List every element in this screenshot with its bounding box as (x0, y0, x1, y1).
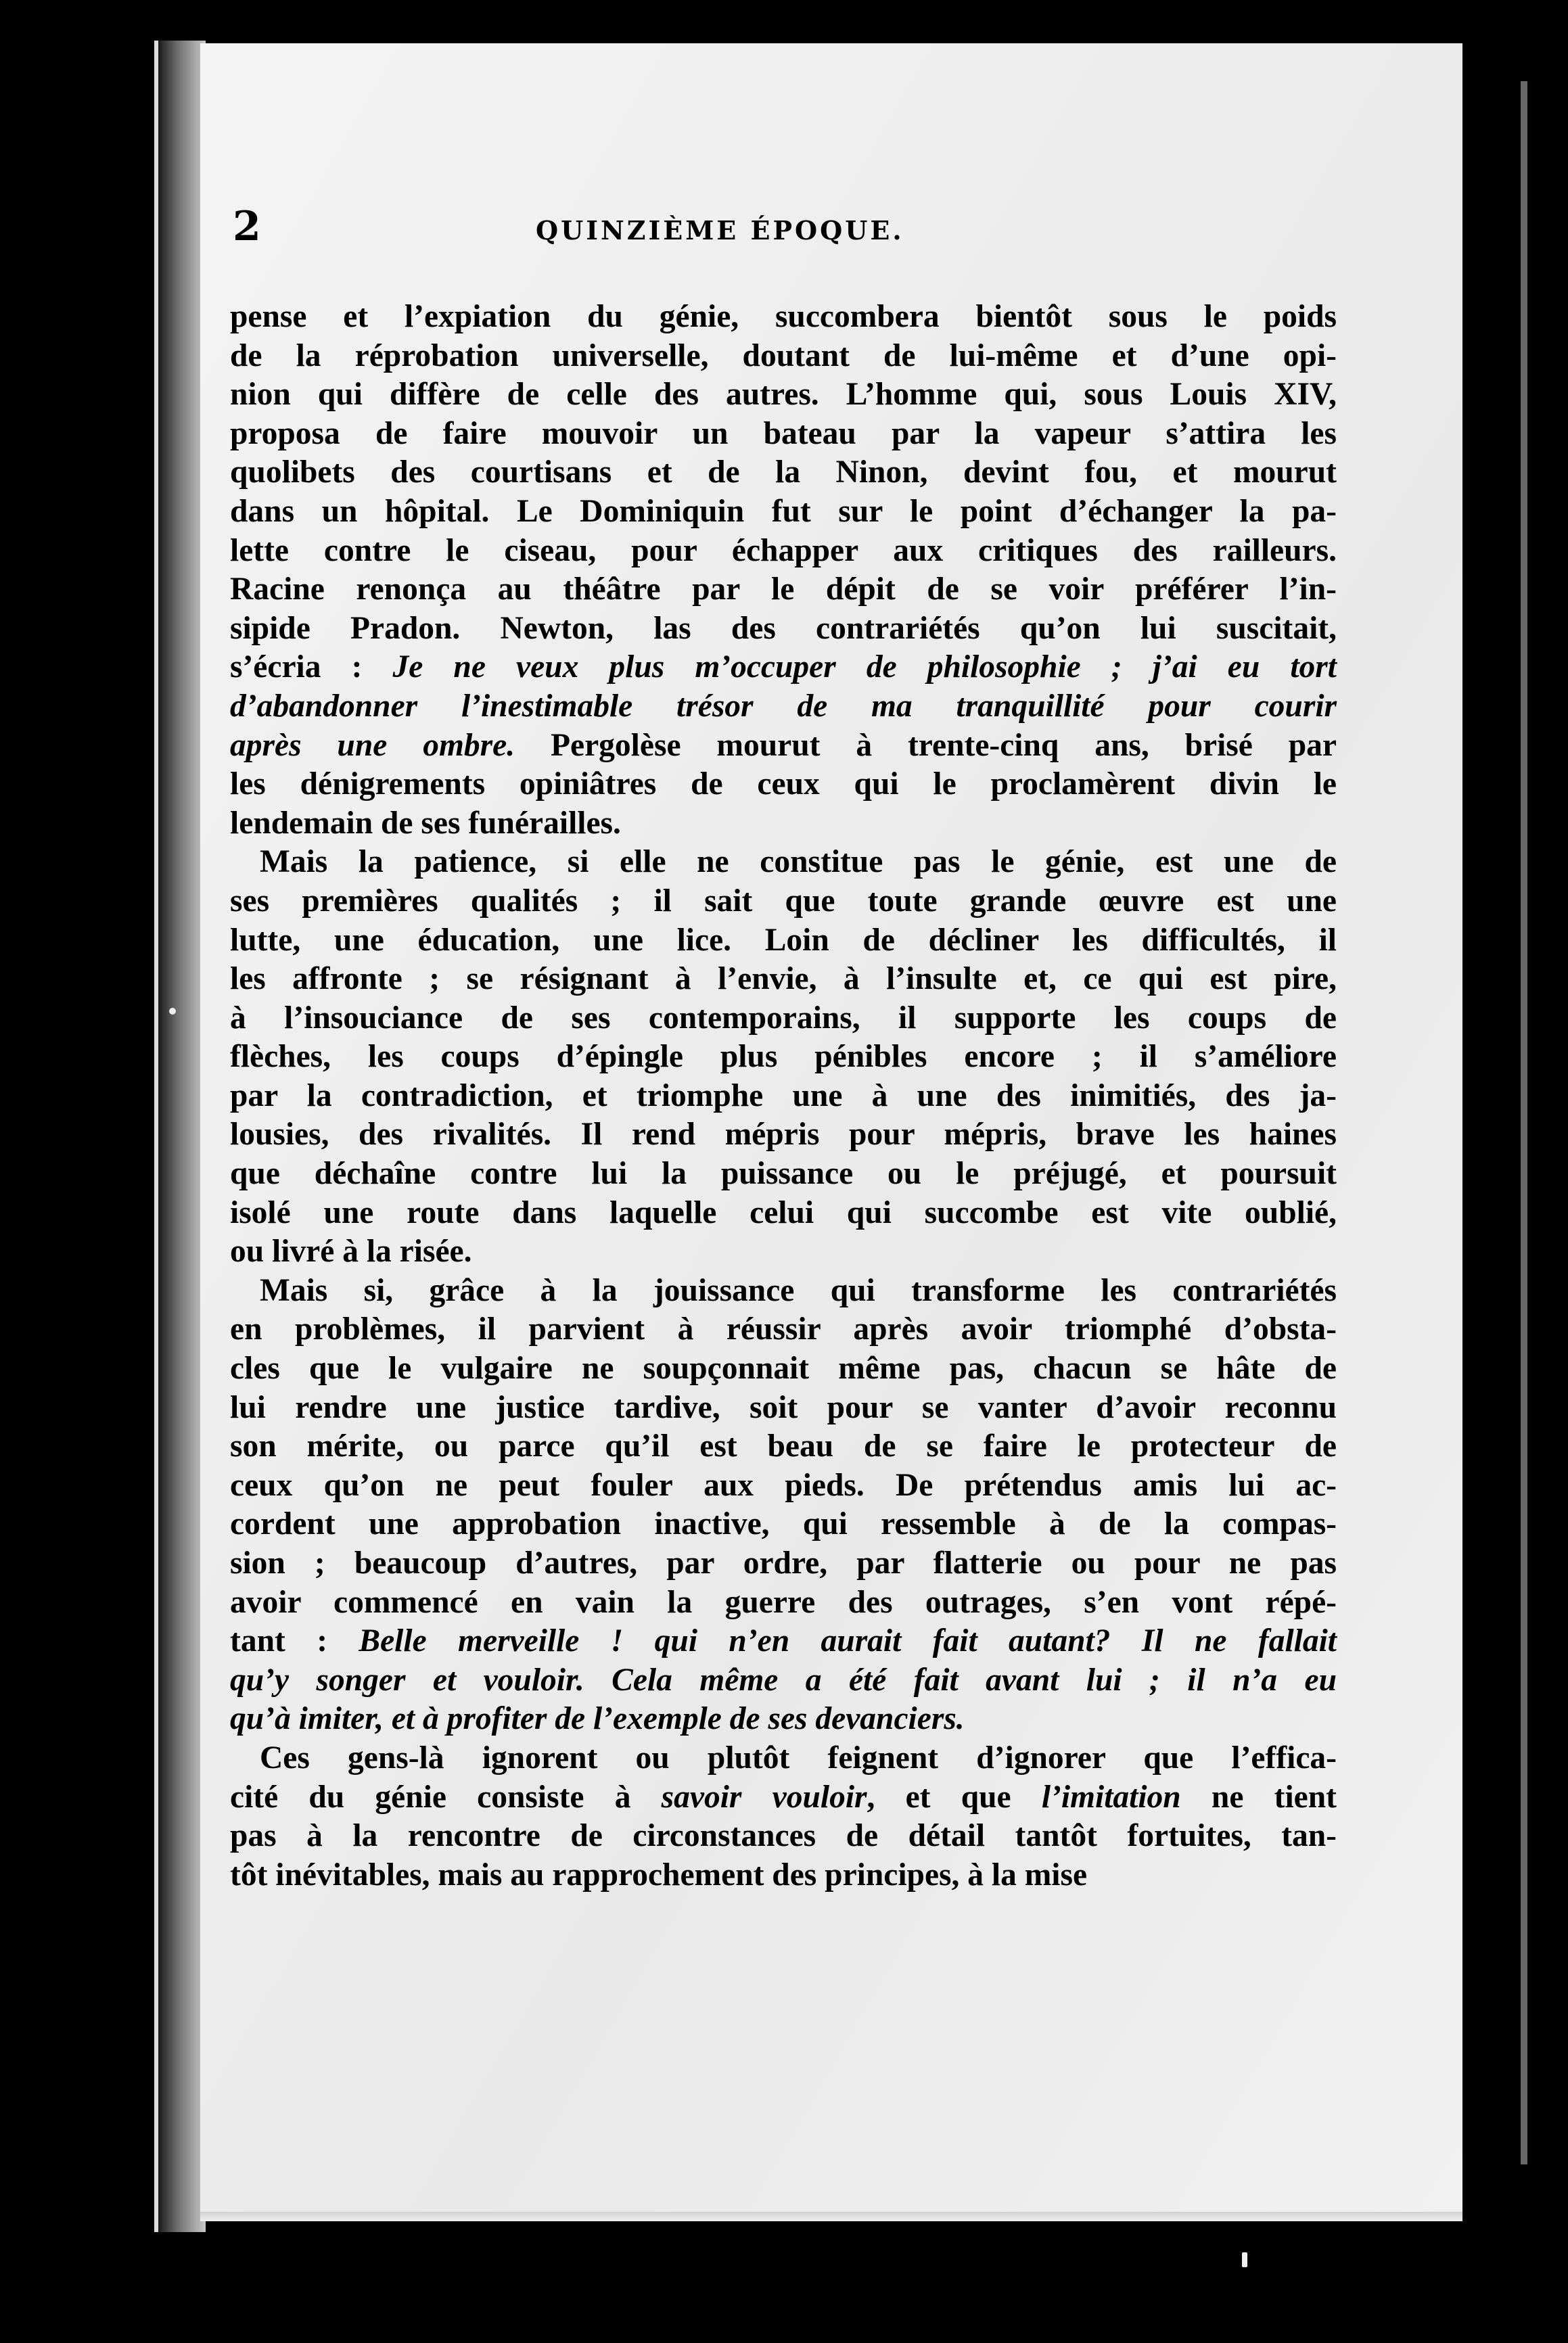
text-line: pas à la rencontre de circonstances de détail tantôt fortuites, tan- (230, 1818, 1337, 1854)
text-line: ses premières qualités ; il sait que toute grande œuvre est une (230, 883, 1337, 919)
italic-text: après une ombre. (230, 727, 515, 763)
scan-speck (169, 1008, 176, 1015)
text-line: cité du génie consiste à savoir vouloir, et que l’imitation ne tient (230, 1779, 1337, 1815)
italic-text: Je ne veux plus m’occuper de philosophie ; j’ai eu tort (392, 649, 1337, 685)
text-line: lutte, une éducation, une lice. Loin de décliner les difficultés, il (230, 922, 1337, 958)
text-line: sipide Pradon. Newton, las des contrariétés qu’on lui suscitait, (230, 610, 1337, 646)
text-line: de la réprobation universelle, doutant de lui-même et d’une opi- (230, 338, 1337, 373)
paragraph (230, 843, 1337, 1272)
text-line: s’écria : Je ne veux plus m’occuper de philosophie ; j’ai eu tort (230, 649, 1337, 685)
text-line: après une ombre. Pergolèse mourut à trente-cinq ans, brisé par (230, 727, 1337, 763)
text-line: Ces gens-là ignorent ou plutôt feignent d’ignorer que l’effica- (260, 1740, 1337, 1776)
italic-text: qu’y songer et vouloir. Cela même a été fait avant lui ; il n’a eu (230, 1662, 1337, 1698)
running-head-title: QUINZIÈME ÉPOQUE. (536, 215, 904, 246)
text-line: lousies, des rivalités. Il rend mépris pour mépris, brave les haines (230, 1117, 1337, 1153)
text-line: que déchaîne contre lui la puissance ou le préjugé, et poursuit (230, 1156, 1337, 1192)
text-line: tant : Belle merveille ! qui n’en aurait fait autant? Il ne fallait (230, 1623, 1337, 1659)
text-line: lendemain de ses funérailles. (230, 805, 621, 841)
text-line: cordent une approbation inactive, qui ressemble à de la compas- (230, 1506, 1337, 1542)
text-line: par la contradiction, et triomphe une à une des inimitiés, des ja- (230, 1077, 1337, 1113)
text-line: proposa de faire mouvoir un bateau par la vapeur s’attira les (230, 415, 1337, 451)
text-line: ceux qu’on ne peut fouler aux pieds. De prétendus amis lui ac- (230, 1467, 1337, 1503)
text-line: quolibets des courtisans et de la Ninon, devint fou, et mourut (230, 455, 1337, 490)
running-head (233, 203, 1044, 257)
text-line: pense et l’expiation du génie, succombera bientôt sous le poids (230, 299, 1337, 334)
text-line (230, 687, 1337, 726)
italic-text: qu’à imiter, et à profiter de l’exemple de ses devanciers. (230, 1701, 965, 1737)
text-line: dans un hôpital. Le Dominiquin fut sur le point d’échanger la pa- (230, 493, 1337, 529)
text-line: sion ; beaucoup d’autres, par ordre, par flatterie ou pour ne pas (230, 1546, 1337, 1581)
body-text (230, 298, 1337, 1895)
text-line: en problèmes, il parvient à réussir après avoir triomphé d’obsta- (230, 1312, 1337, 1347)
text-line: son mérite, ou parce qu’il est beau de se faire le protecteur de (230, 1429, 1337, 1464)
text-line: avoir commencé en vain la guerre des outrages, s’en vont répé- (230, 1584, 1337, 1620)
page-number: 2 (233, 203, 261, 250)
text-line: tôt inévitables, mais au rapprochement des principes, à la mise (230, 1857, 1088, 1893)
text-line: à l’insouciance de ses contemporains, il supporte les coups de (230, 1000, 1337, 1036)
text-line: flèches, les coups d’épingle plus pénibles encore ; il s’améliore (230, 1039, 1337, 1075)
text-line: nion qui diffère de celle des autres. L’homme qui, sous Louis XIV, (230, 377, 1337, 413)
text-line: Mais si, grâce à la jouissance qui transforme les contrariétés (260, 1272, 1337, 1308)
right-page-edge (1521, 81, 1527, 2164)
text-line: lui rendre une justice tardive, soit pour se vanter d’avoir reconnu (230, 1389, 1337, 1425)
text-line: ou livré à la risée. (230, 1234, 472, 1270)
text-line: les affronte ; se résignant à l’envie, à l’insulte et, ce qui est pire, (230, 961, 1337, 997)
text-line (230, 1661, 1337, 1700)
paragraph (230, 1272, 1337, 1739)
page-binding-edge (154, 41, 206, 2232)
text-line: cles que le vulgaire ne soupçonnait même pas, chacun se hâte de (230, 1351, 1337, 1387)
italic-text: d’abandonner l’inestimable trésor de ma tranquillité pour courir (230, 688, 1337, 724)
text-line: Mais la patience, si elle ne constitue pas le génie, est une de (260, 844, 1337, 880)
paragraph (230, 298, 1337, 843)
text-line (230, 1700, 1337, 1739)
text-line: Racine renonça au théâtre par le dépit de se voir préférer l’in- (230, 572, 1337, 607)
text-line: lette contre le ciseau, pour échapper aux critiques des railleurs. (230, 532, 1337, 568)
italic-text: Belle merveille ! qui n’en aurait fait autant? Il ne fallait (359, 1623, 1337, 1659)
text-line: les dénigrements opiniâtres de ceux qui le proclamèrent divin le (230, 766, 1337, 802)
italic-text: savoir vouloir (661, 1779, 867, 1815)
scan-speck (1242, 2252, 1247, 2267)
paragraph (230, 1739, 1337, 1895)
text-line: isolé une route dans laquelle celui qui succombe est vite oublié, (230, 1194, 1337, 1230)
italic-text: l’imitation (1041, 1779, 1181, 1815)
